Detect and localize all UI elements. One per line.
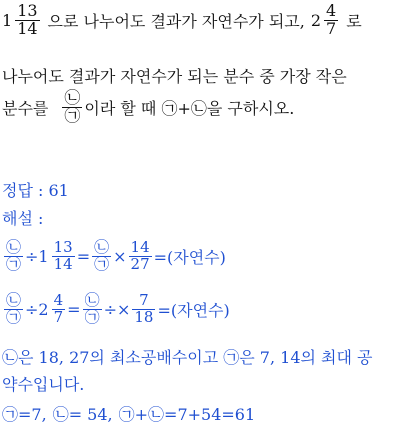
problem-line-2 bbox=[2, 64, 347, 87]
unknown-fraction bbox=[62, 90, 82, 125]
division-operator: ÷ bbox=[25, 299, 39, 319]
mixed-fraction-2 bbox=[324, 3, 338, 38]
value-a: ㉠=7, bbox=[2, 405, 47, 424]
problem-text: 로 bbox=[346, 11, 362, 31]
fraction bbox=[132, 293, 155, 326]
explanation-sentence-2: 약수입니다. bbox=[2, 375, 85, 394]
problem-text: 나누어도 결과가 자연수가 되는 분수 중 가장 작은 bbox=[2, 67, 347, 86]
problem-text: 이라 할 때 ㉠+㉡을 구하시오. bbox=[84, 98, 295, 118]
fraction-denominator: 14 bbox=[17, 18, 38, 38]
fraction-denominator: ㉠ bbox=[84, 307, 100, 326]
mixed-fraction-whole: 1 bbox=[38, 246, 49, 266]
sum-result: ㉠+㉡=7+54=61 bbox=[118, 405, 256, 424]
mixed-fraction-whole: 2 bbox=[38, 299, 49, 319]
problem-line-3 bbox=[2, 90, 294, 125]
fraction-numerator: 7 bbox=[139, 291, 149, 309]
fraction-numerator: ㉡ bbox=[84, 291, 100, 309]
final-result-line bbox=[2, 402, 255, 425]
mixed-fraction-2-whole: 2 bbox=[310, 10, 322, 30]
fraction-numerator: ㉡ bbox=[64, 88, 81, 107]
explanation-sentence-1: ㉡은 18, 27의 최소공배수이고 ㉠은 7, 14의 최대 공 bbox=[2, 348, 373, 367]
problem-text: 분수를 bbox=[2, 98, 49, 118]
fraction-numerator: ㉡ bbox=[6, 291, 22, 309]
fraction-denominator: 27 bbox=[130, 254, 150, 273]
fraction bbox=[4, 240, 23, 273]
explanation-label: 해설 : bbox=[2, 209, 44, 228]
multiplication-operator: × bbox=[113, 246, 127, 266]
fraction bbox=[52, 240, 75, 273]
fraction-numerator: ㉡ bbox=[6, 238, 22, 256]
result-text: =(자연수) bbox=[157, 300, 230, 320]
fraction bbox=[52, 293, 66, 326]
equation-1 bbox=[2, 240, 226, 273]
equals-sign: = bbox=[67, 299, 81, 319]
fraction-denominator: ㉠ bbox=[64, 105, 81, 125]
value-b: ㉡= 54, bbox=[52, 405, 113, 424]
fraction-denominator: 18 bbox=[134, 307, 154, 326]
fraction-denominator: 7 bbox=[53, 307, 64, 326]
equation-2 bbox=[2, 293, 230, 326]
fraction-denominator: 7 bbox=[326, 18, 337, 38]
mixed-fraction-1 bbox=[15, 3, 39, 38]
fraction-denominator: ㉠ bbox=[94, 254, 110, 273]
operator: ÷× bbox=[103, 299, 131, 319]
problem-text: 으로 나누어도 결과가 자연수가 되고, bbox=[47, 11, 305, 31]
fraction-numerator: 4 bbox=[326, 1, 337, 20]
mixed-fraction-1-whole: 1 bbox=[2, 10, 13, 30]
fraction-denominator: ㉠ bbox=[6, 254, 22, 273]
fraction-numerator: 4 bbox=[53, 291, 64, 309]
fraction-denominator: 14 bbox=[53, 254, 73, 273]
fraction-numerator: ㉡ bbox=[94, 238, 110, 256]
problem-line-1 bbox=[2, 3, 362, 38]
fraction-numerator: 14 bbox=[130, 238, 150, 256]
fraction bbox=[129, 240, 152, 273]
equals-sign: = bbox=[76, 246, 91, 266]
fraction-denominator: ㉠ bbox=[6, 307, 22, 326]
fraction-numerator: 13 bbox=[53, 238, 73, 256]
fraction bbox=[92, 240, 111, 273]
division-operator: ÷ bbox=[25, 246, 39, 266]
answer-label: 정답 : 61 bbox=[2, 181, 69, 200]
fraction-numerator: 13 bbox=[17, 1, 38, 20]
fraction bbox=[4, 293, 23, 326]
fraction bbox=[83, 293, 102, 326]
result-text: =(자연수) bbox=[153, 247, 226, 267]
